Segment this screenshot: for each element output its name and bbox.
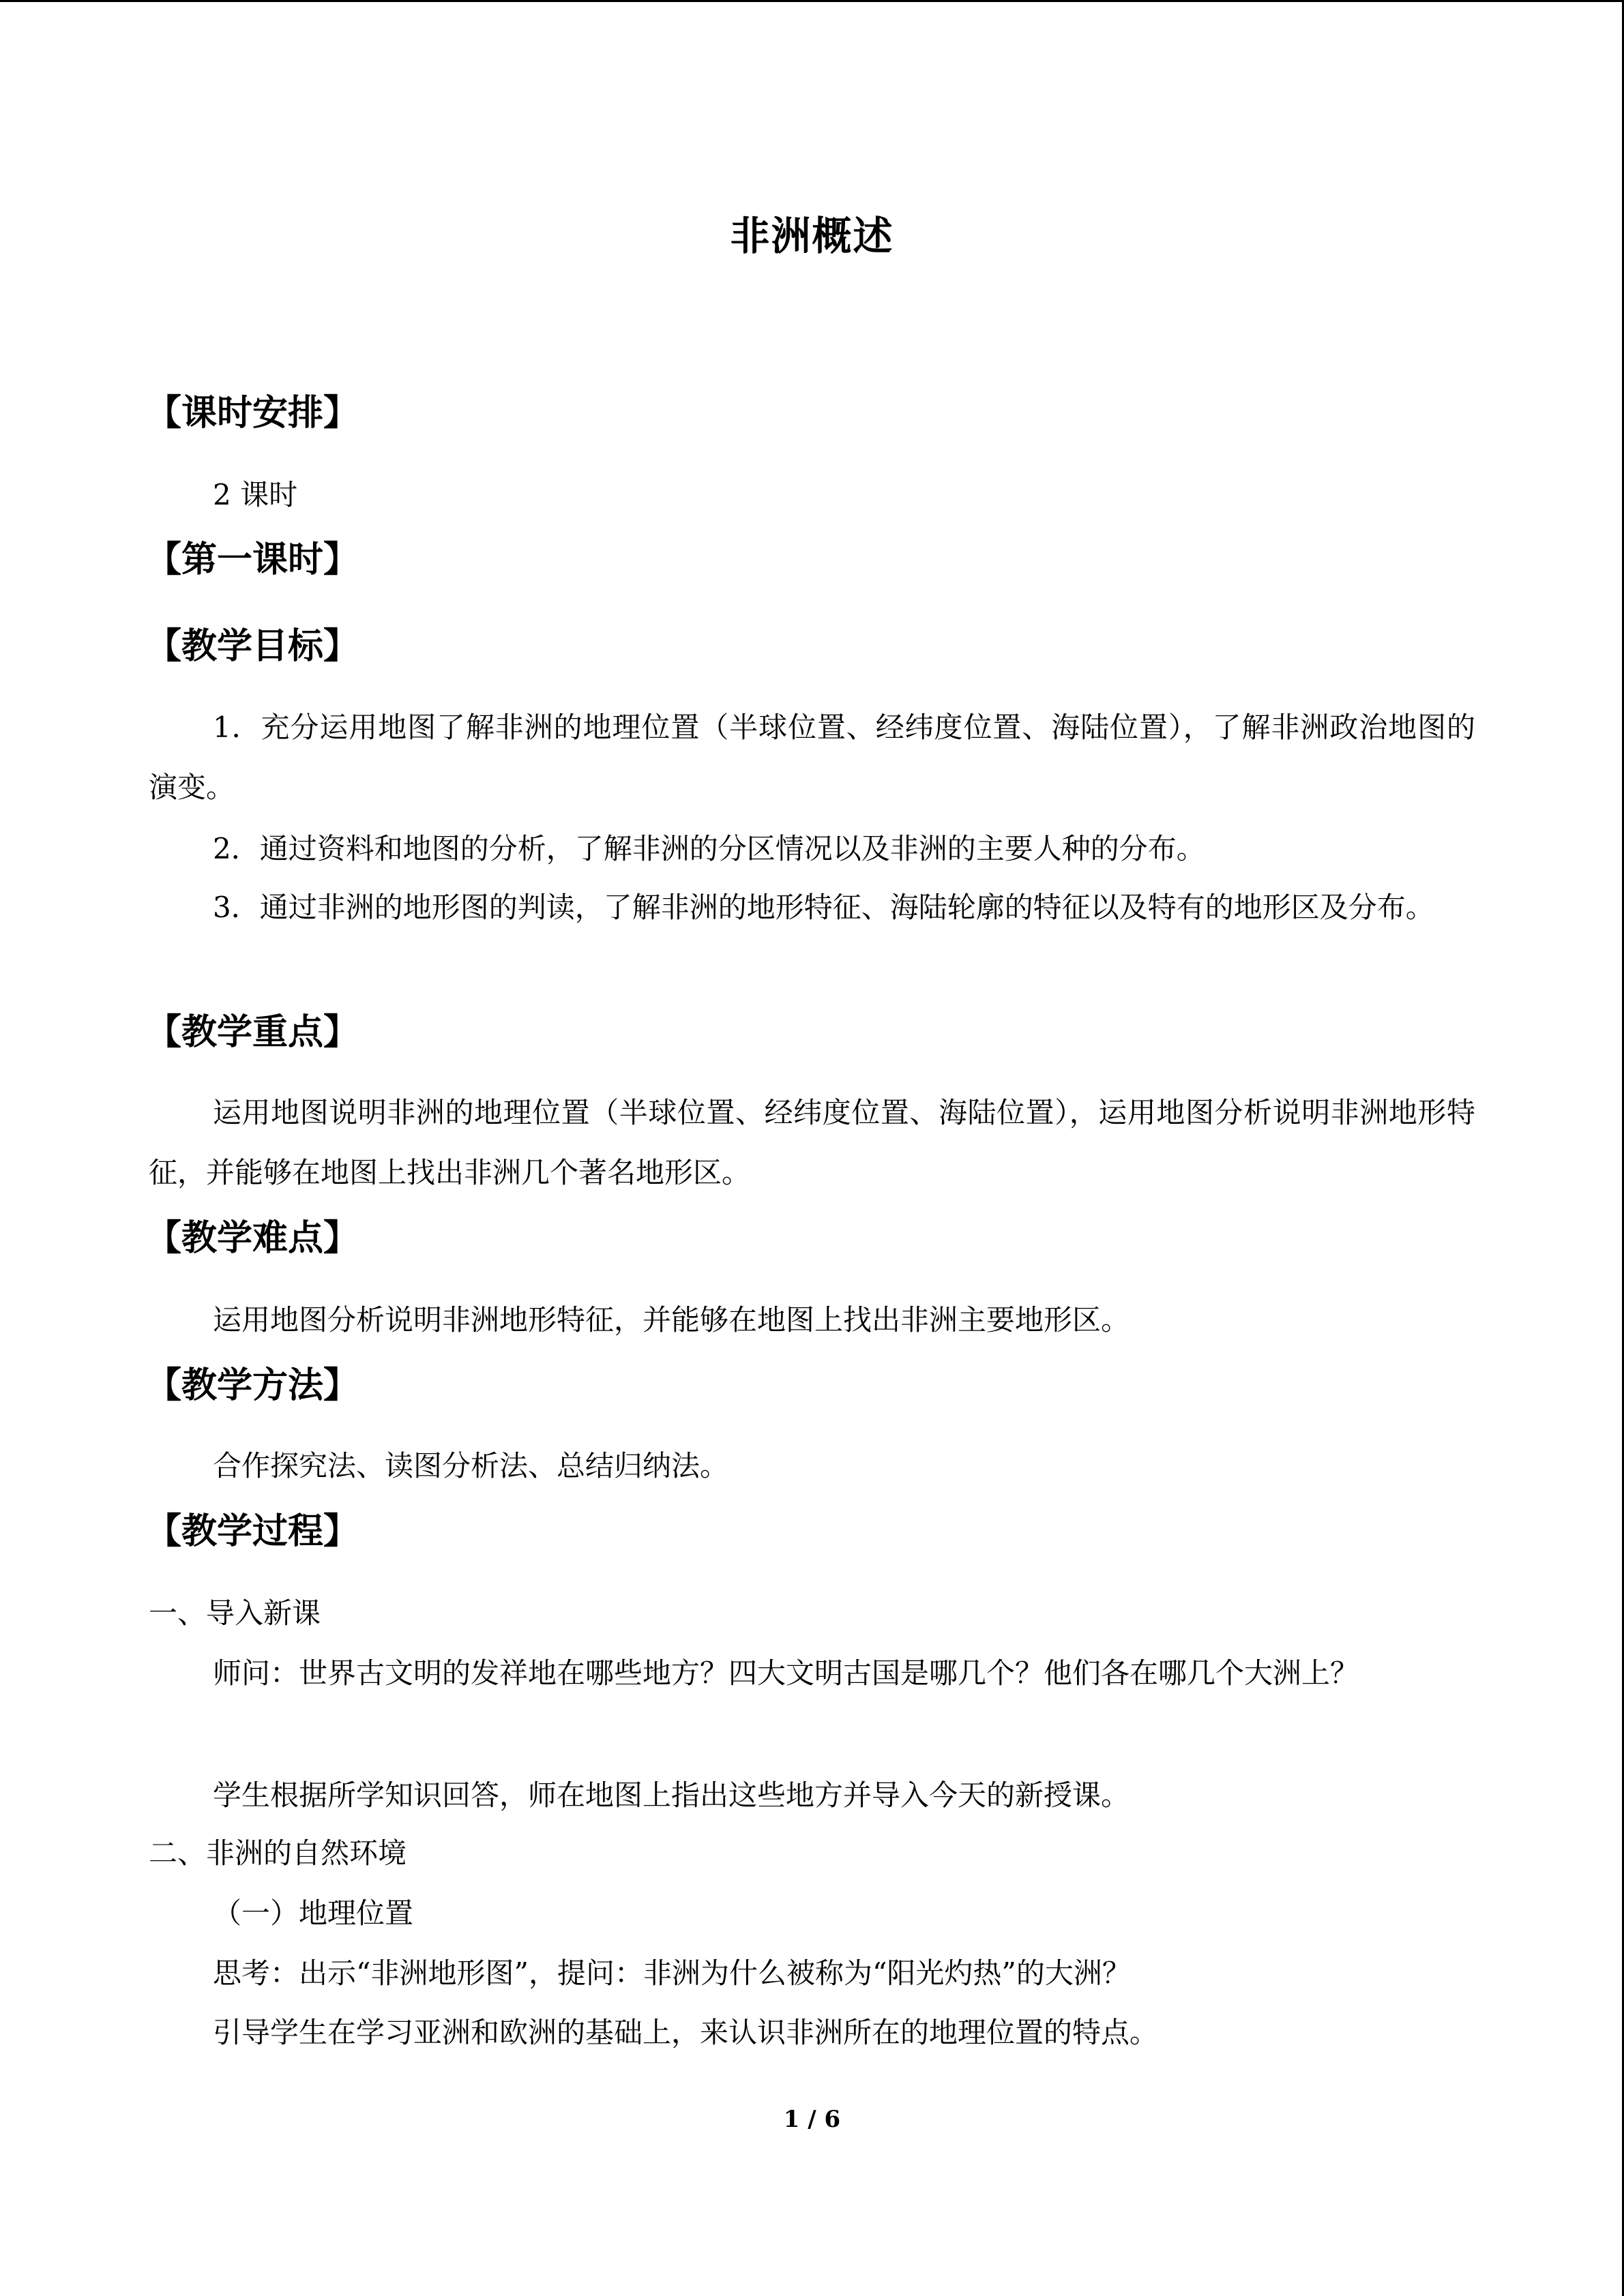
difficulties-paragraph: 运用地图分析说明非洲地形特征，并能够在地图上找出非洲主要地形区。	[213, 1303, 1130, 1337]
process-heading: 【教学过程】	[146, 1511, 359, 1552]
goal-2-paragraph: 2．通过资料和地图的分析，了解非洲的分区情况以及非洲的主要人种的分布。	[213, 832, 1205, 865]
key-points-paragraph: 运用地图说明非洲的地理位置（半球位置、经纬度位置、海陆位置），运用地图分析说明非洲地形特征，并能够在地图上找出非洲几个著名地形区。	[149, 1096, 1475, 1189]
step-1-question: 师问：世界古文明的发祥地在哪些地方？四大文明古国是哪几个？他们各在哪几个大洲上？	[213, 1656, 1359, 1690]
step-2-think: 思考：出示“非洲地形图”，提问：非洲为什么被称为“阳光灼热”的大洲？	[213, 1956, 1131, 1990]
methods-heading: 【教学方法】	[146, 1365, 359, 1406]
schedule-text: 2 课时	[213, 478, 298, 511]
methods-paragraph: 合作探究法、读图分析法、总结归纳法。	[213, 1449, 729, 1482]
goal-1-paragraph: 1．充分运用地图了解非洲的地理位置（半球位置、经纬度位置、海陆位置），了解非洲政治地图的演变。	[149, 711, 1475, 804]
schedule-heading: 【课时安排】	[146, 393, 359, 434]
document-title: 非洲概述	[730, 213, 894, 259]
lesson-one-heading: 【第一课时】	[146, 539, 359, 580]
step-2-subtitle: （一）地理位置	[213, 1896, 414, 1930]
page-number: 1 / 6	[783, 2106, 841, 2133]
difficulties-heading: 【教学难点】	[146, 1218, 359, 1259]
goal-3-paragraph: 3．通过非洲的地形图的判读，了解非洲的地形特征、海陆轮廓的特征以及特有的地形区及分布。	[213, 891, 1434, 924]
goals-heading: 【教学目标】	[146, 626, 359, 667]
step-2-guide: 引导学生在学习亚洲和欧洲的基础上，来认识非洲所在的地理位置的特点。	[213, 2016, 1159, 2049]
step-1-title: 一、导入新课	[149, 1596, 321, 1630]
step-2-title: 二、非洲的自然环境	[149, 1836, 407, 1870]
step-1-answer: 学生根据所学知识回答，师在地图上指出这些地方并导入今天的新授课。	[213, 1778, 1130, 1812]
key-points-heading: 【教学重点】	[146, 1012, 359, 1053]
